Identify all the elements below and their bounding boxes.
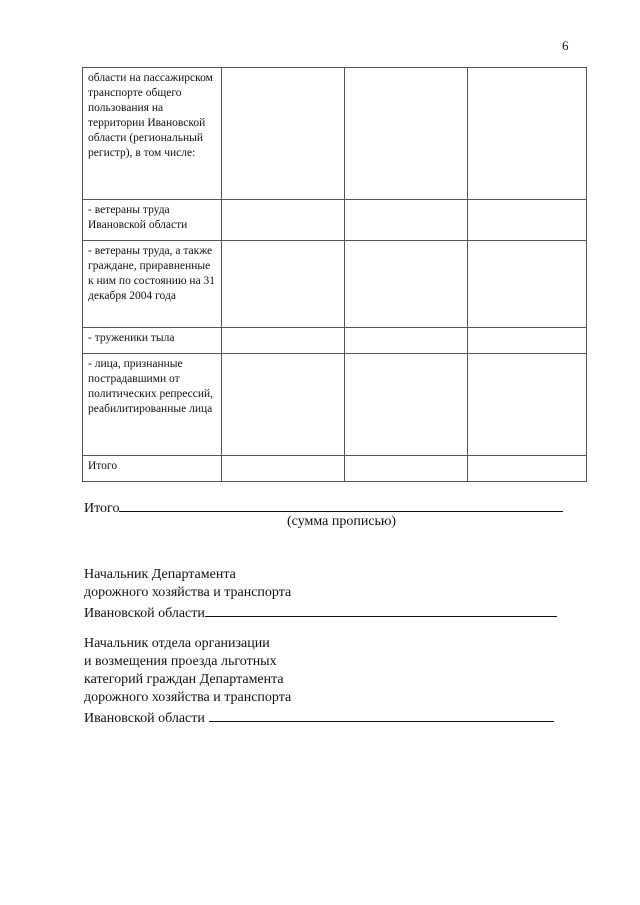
signature-title-line: Ивановской области [84, 707, 554, 728]
table-cell [345, 328, 468, 354]
table-cell [222, 241, 345, 328]
table-cell [222, 200, 345, 241]
table-row [83, 241, 587, 328]
table-row [83, 328, 587, 354]
table-cell [345, 68, 468, 200]
signature-title-line: дорожного хозяйства и транспорта [84, 585, 292, 600]
signature-title-line: категорий граждан Департамента [84, 672, 284, 687]
table-cell [468, 68, 587, 200]
row-label: - ветераны труда Ивановской области [83, 200, 222, 241]
row-label: Итого [83, 456, 222, 482]
signature-blank [205, 602, 557, 617]
table-cell [222, 456, 345, 482]
table-cell [345, 354, 468, 456]
signature-title-line: Начальник отдела организации [84, 636, 270, 651]
row-label: - лица, признанные пострадавшими от политических репрессий, реабилитированные лица [83, 354, 222, 456]
table-row [83, 200, 587, 241]
row-label: - труженики тыла [83, 328, 222, 354]
page-number: 6 [562, 38, 569, 53]
signature-title-line: дорожного хозяйства и транспорта [84, 690, 292, 705]
table-cell [468, 456, 587, 482]
signature-block-head [84, 566, 557, 623]
table-cell [345, 241, 468, 328]
table-row [83, 354, 587, 456]
table-cell [468, 354, 587, 456]
total-label: Итого [84, 501, 120, 516]
signature-blank [209, 707, 554, 722]
signature-block-dept [84, 635, 554, 728]
signature-title-line: Ивановской области [84, 602, 557, 623]
signature-title-line: Начальник Департамента [84, 567, 236, 582]
table-cell [222, 354, 345, 456]
table-cell [222, 68, 345, 200]
benefits-table [82, 67, 587, 482]
table-row [83, 456, 587, 482]
total-amount-blank [119, 497, 563, 512]
signature-title-line: и возмещения проезда льготных [84, 654, 277, 669]
table-cell [222, 328, 345, 354]
total-caption: (сумма прописью) [287, 514, 397, 529]
row-label: области на пассажирском транспорте общего пользования на территории Ивановской области (региональный регистр), в том числе: [83, 68, 222, 200]
table-cell [345, 200, 468, 241]
table-cell [345, 456, 468, 482]
table-cell [468, 328, 587, 354]
table-row [83, 68, 587, 200]
table-cell [468, 241, 587, 328]
table-cell [468, 200, 587, 241]
row-label: - ветераны труда, а также граждане, приравненные к ним по состоянию на 31 декабря 2004 года [83, 241, 222, 328]
